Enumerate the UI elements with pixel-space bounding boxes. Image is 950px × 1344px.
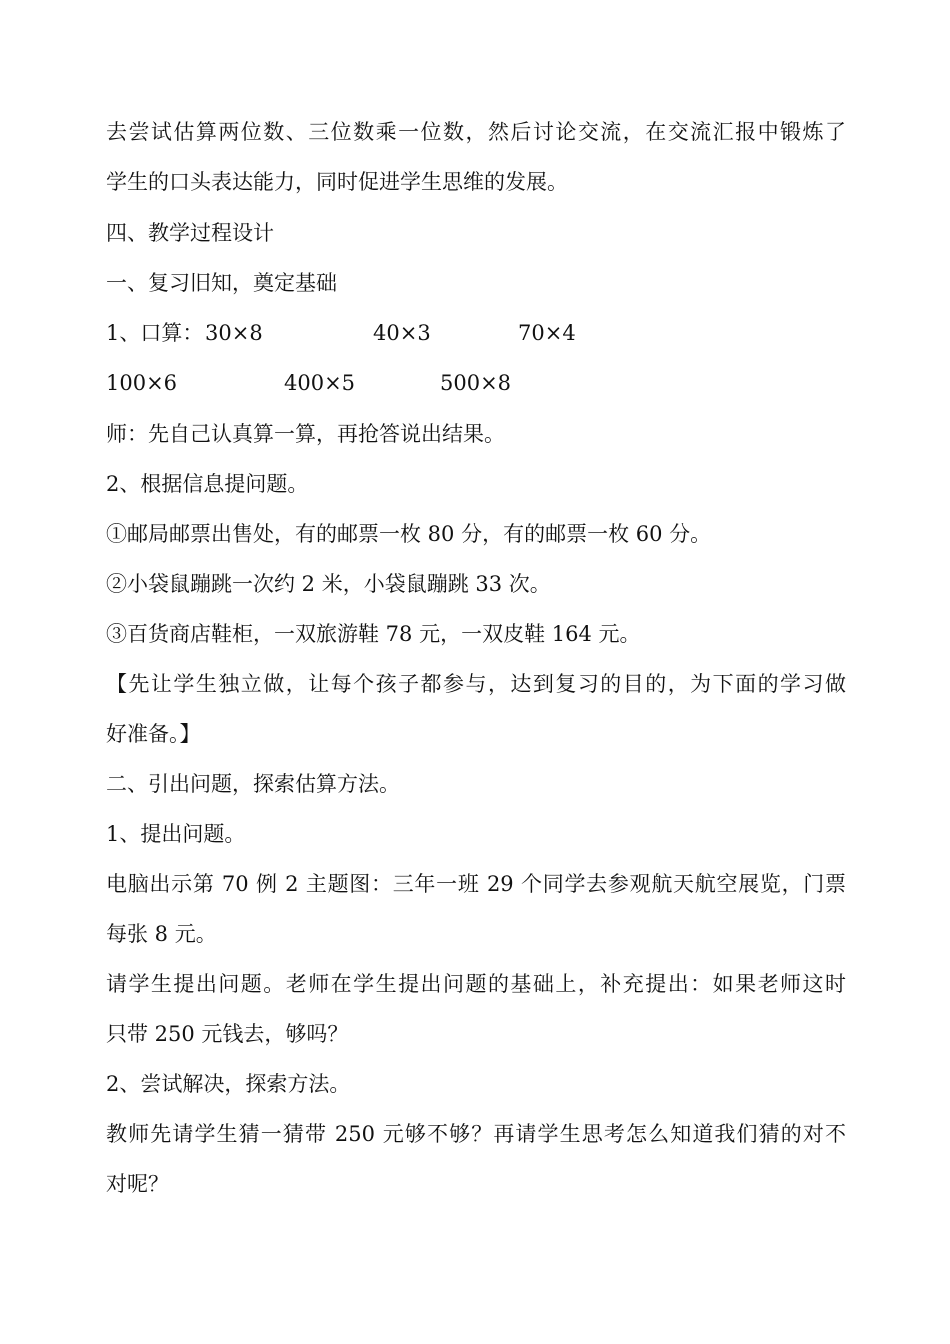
paragraph-line: 2、根据信息提问题。 — [106, 472, 309, 496]
paragraph-line: ①邮局邮票出售处，有的邮票一枚 80 分，有的邮票一枚 60 分。 — [106, 522, 712, 546]
oral-calc-item: 30×8 — [205, 321, 263, 345]
paragraph-line: ③百货商店鞋柜，一双旅游鞋 78 元，一双皮鞋 164 元。 — [106, 622, 641, 646]
paragraph-line: 师：先自己认真算一算，再抢答说出结果。 — [106, 422, 505, 446]
oral-calc-label: 1、口算： — [106, 321, 204, 345]
section-heading: 一、复习旧知，奠定基础 — [106, 271, 337, 295]
paragraph-line: 请学生提出问题。老师在学生提出问题的基础上，补充提出：如果老师这时 — [106, 972, 846, 996]
paragraph-line: 2、尝试解决，探索方法。 — [106, 1072, 351, 1096]
paragraph-line: ②小袋鼠蹦跳一次约 2 米，小袋鼠蹦跳 33 次。 — [106, 572, 551, 596]
section-heading: 二、引出问题，探索估算方法。 — [106, 772, 400, 796]
oral-calc-item: 500×8 — [440, 371, 512, 395]
paragraph-line: 【先让学生独立做，让每个孩子都参与，达到复习的目的，为下面的学习做 — [106, 672, 846, 696]
paragraph-line: 1、提出问题。 — [106, 822, 246, 846]
paragraph-line: 只带 250 元钱去，够吗？ — [106, 1022, 349, 1046]
oral-calc-item: 70×4 — [518, 321, 576, 345]
oral-calc-item: 400×5 — [284, 371, 356, 395]
paragraph-line: 学生的口头表达能力，同时促进学生思维的发展。 — [106, 170, 568, 194]
paragraph-line: 每张 8 元。 — [106, 922, 217, 946]
paragraph-line: 去尝试估算两位数、三位数乘一位数，然后讨论交流，在交流汇报中锻炼了 — [106, 120, 846, 144]
section-heading: 四、教学过程设计 — [106, 221, 274, 245]
oral-calc-item: 100×6 — [106, 371, 178, 395]
paragraph-line: 教师先请学生猜一猜带 250 元够不够？再请学生思考怎么知道我们猜的对不 — [106, 1122, 846, 1146]
oral-calc-item: 40×3 — [373, 321, 431, 345]
paragraph-line: 电脑出示第 70 例 2 主题图：三年一班 29 个同学去参观航天航空展览，门票 — [106, 872, 846, 896]
paragraph-line: 对呢？ — [106, 1172, 169, 1196]
paragraph-line: 好准备。】 — [106, 722, 201, 746]
